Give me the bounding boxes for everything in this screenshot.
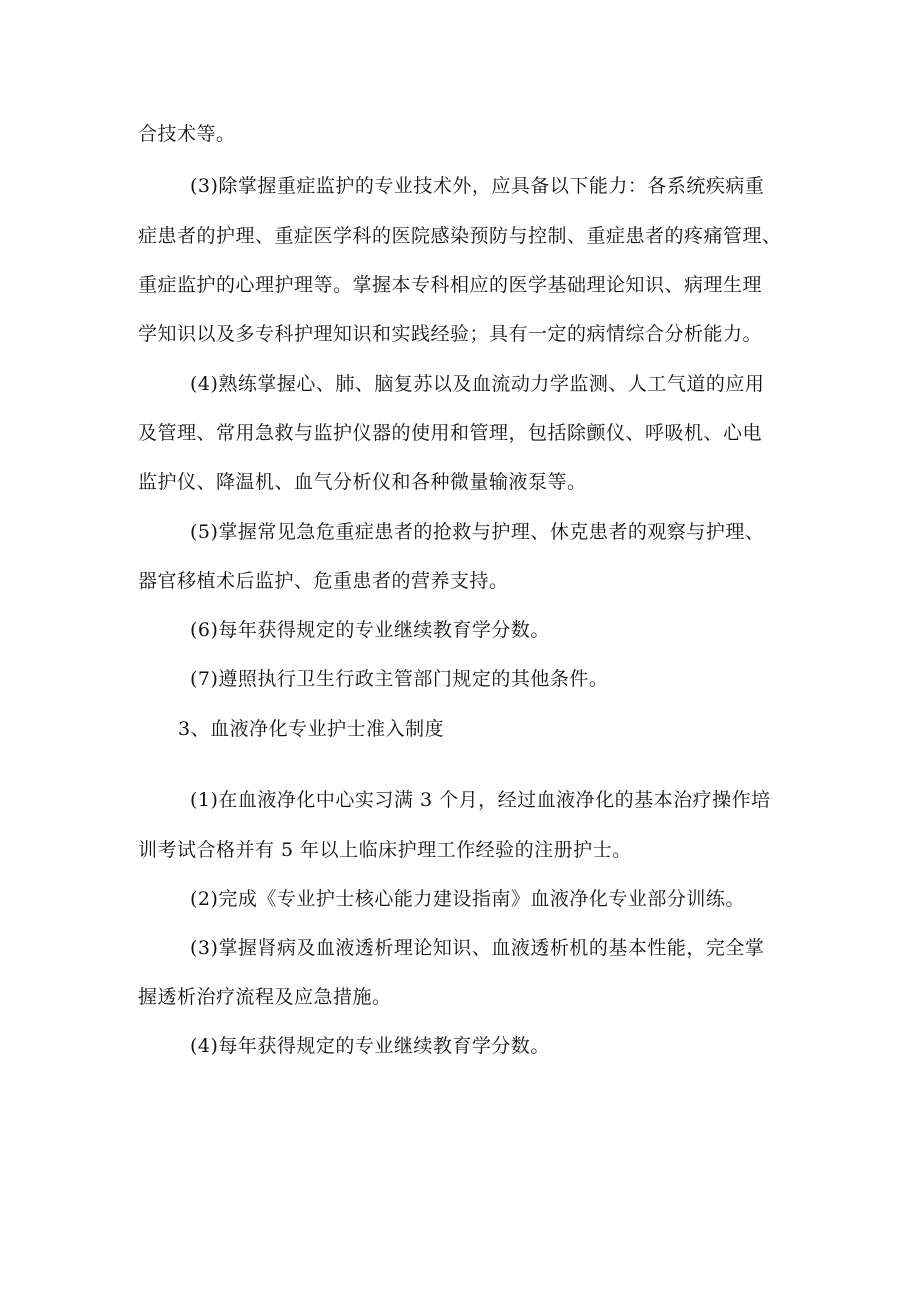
text-line: 握透析治疗流程及应急措施。 — [138, 986, 392, 1008]
text-line: 合技术等。 — [138, 123, 236, 145]
text-line: 器官移植术后监护、危重患者的营养支持。 — [138, 570, 509, 592]
text-line: (4)熟练掌握心、肺、脑复苏以及血流动力学监测、人工气道的应用 — [190, 373, 765, 395]
text-line: (1)在血液净化中心实习满 3 个月，经过血液净化的基本治疗操作培 — [190, 789, 771, 811]
text-line: (3)掌握肾病及血液透析理论知识、血液透析机的基本性能，完全掌 — [190, 937, 765, 959]
text-line: (2)完成《专业护士核心能力建设指南》血液净化专业部分训练。 — [190, 888, 745, 910]
text-line: (3)除掌握重症监护的专业技术外，应具备以下能力：各系统疾病重 — [190, 175, 765, 197]
text-line: 训考试合格并有 5 年以上临床护理工作经验的注册护士。 — [138, 839, 632, 861]
text-line: (7)遵照执行卫生行政主管部门规定的其他条件。 — [190, 668, 609, 690]
text-line: 重症监护的心理护理等。掌握本专科相应的医学基础理论知识、病理生理 — [138, 274, 763, 296]
text-line: 及管理、常用急救与监护仪器的使用和管理，包括除颤仪、呼吸机、心电 — [138, 422, 763, 444]
text-line: (6)每年获得规定的专业继续教育学分数。 — [190, 619, 550, 641]
section-heading: 3、血液净化专业护士准入制度 — [178, 718, 445, 740]
text-line: (5)掌握常见急危重症患者的抢救与护理、休克患者的观察与护理、 — [190, 521, 765, 543]
text-line: 学知识以及多专科护理知识和实践经验；具有一定的病情综合分析能力。 — [138, 323, 763, 345]
text-line: 监护仪、降温机、血气分析仪和各种微量输液泵等。 — [138, 471, 587, 493]
text-line: (4)每年获得规定的专业继续教育学分数。 — [190, 1035, 550, 1057]
text-line: 症患者的护理、重症医学科的医院感染预防与控制、重症患者的疼痛管理、 — [138, 225, 782, 247]
